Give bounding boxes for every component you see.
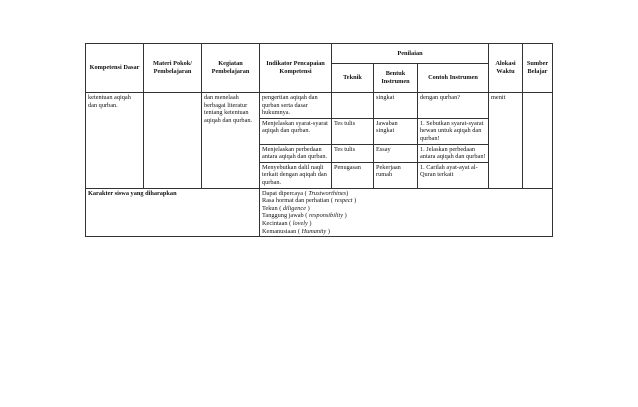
header-teknik: Teknik bbox=[332, 64, 374, 93]
cell-indikator: Menjelaskan syarat-syarat aqiqah dan qurban. bbox=[260, 118, 332, 144]
karakter-item: Kecintaan ( lovely ) bbox=[262, 219, 312, 227]
karakter-item: Kemanusiaan ( Humanity ) bbox=[262, 227, 331, 235]
karakter-item: Dapat dipercaya ( Trustworthines) bbox=[262, 189, 349, 197]
header-penilaian: Penilaian bbox=[332, 44, 489, 64]
cell-bentuk: Jawaban singkat bbox=[374, 118, 418, 144]
cell-contoh: dengan qurban? bbox=[418, 93, 489, 119]
karakter-item: Tanggung jawab ( responsibility ) bbox=[262, 212, 347, 220]
cell-indikator: pengertian aqiqah dan qurban serta dasar hukumnya. bbox=[260, 93, 332, 119]
cell-contoh: 1. Sebutkan syarat-syarat hewan untuk aqiqah dan qurban! bbox=[418, 118, 489, 144]
karakter-item: Rasa hormat dan perhatian ( respect ) bbox=[262, 197, 357, 205]
cell-indikator: Menjelaskan perbedaan antara aqiqah dan qurban. bbox=[260, 144, 332, 162]
cell-teknik: Tes tulis bbox=[332, 144, 374, 162]
cell-teknik bbox=[332, 93, 374, 119]
header-alokasi-waktu: Alokasi Waktu bbox=[489, 44, 523, 93]
cell-kompetensi-dasar: ketentuan aqiqah dan qurban. bbox=[86, 93, 144, 189]
cell-alokasi: menit bbox=[489, 93, 523, 189]
header-bentuk-instrumen: Bentuk Instrumen bbox=[374, 64, 418, 93]
karakter-list bbox=[260, 188, 553, 237]
cell-sumber bbox=[523, 93, 553, 189]
cell-indikator: Menyebutkan dalil naqli terkait dengan aqiqah dan qurban. bbox=[260, 162, 332, 188]
header-kompetensi-dasar: Kompetensi Dasar bbox=[86, 44, 144, 93]
cell-bentuk: singkat bbox=[374, 93, 418, 119]
cell-contoh: 1. Jelaskan perbedaan antara aqiqah dan qurban! bbox=[418, 144, 489, 162]
cell-bentuk: Essay bbox=[374, 144, 418, 162]
header-contoh-instrumen: Contoh Instrumen bbox=[418, 64, 489, 93]
cell-contoh: 1. Carilah ayat-ayat al-Quran terkait bbox=[418, 162, 489, 188]
cell-materi bbox=[144, 93, 202, 189]
header-materi-pokok: Materi Pokok/ Pembelajaran bbox=[144, 44, 202, 93]
cell-bentuk: Pekerjaan rumah bbox=[374, 162, 418, 188]
cell-teknik: Tes tulis bbox=[332, 118, 374, 144]
header-kegiatan: Kegiatan Pembelajaran bbox=[202, 44, 260, 93]
lesson-plan-table bbox=[85, 43, 553, 237]
cell-teknik: Penugasan bbox=[332, 162, 374, 188]
header-indikator: Indikator Pencapaian Kompetensi bbox=[260, 44, 332, 93]
karakter-row bbox=[86, 188, 553, 237]
karakter-label: Karakter siswa yang diharapkan bbox=[86, 188, 260, 237]
karakter-item: Tekun ( diligence ) bbox=[262, 204, 310, 212]
lesson-plan-document bbox=[85, 43, 552, 237]
table-row bbox=[86, 93, 553, 119]
header-row bbox=[86, 44, 553, 64]
header-sumber-belajar: Sumber Belajar bbox=[523, 44, 553, 93]
cell-kegiatan: dan menelaah berbagai literatur tentang ketentuan aqiqah dan qurban. bbox=[202, 93, 260, 189]
